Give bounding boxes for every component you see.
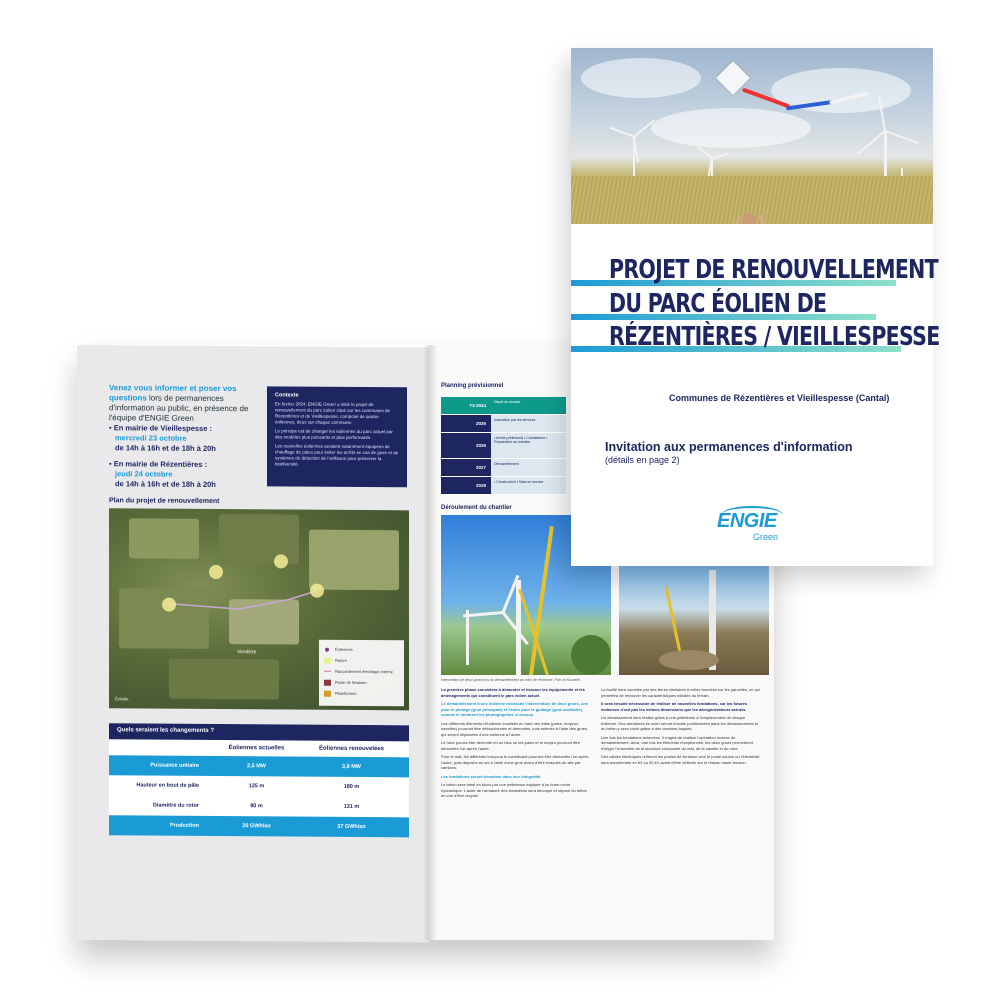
meeting-1: • En mairie de Vieillespesse : mercredi 23 octobre de 14h à 16h et de 18h à 20h <box>109 423 269 454</box>
logo-arc-icon <box>721 506 783 524</box>
meeting-2: • En mairie de Rézentières : jeudi 24 octobre de 14h à 16h et de 18h à 20h <box>109 459 269 490</box>
communes-subtitle: Communes de Rézentières et Vieillespesse (Cantal) <box>669 393 890 403</box>
child-figure <box>743 213 756 224</box>
table-row: Production 20 GWh/an 37 GWh/an <box>109 815 409 837</box>
planning-row: T4 2024 Dépôt du dossier <box>441 397 566 415</box>
table-row: Diamètre du rotor 90 m 131 m <box>152 802 360 810</box>
planning-row: 2027 Démantèlement <box>441 459 566 477</box>
details-note: (détails en page 2) <box>605 455 680 465</box>
table-row: Puissance unitaire 2,5 MW 3,9 MW <box>109 755 409 777</box>
planning-title: Planning prévisionnel <box>441 383 504 389</box>
logo-brand: ENGIE <box>717 510 777 532</box>
map-title: Plan du projet de renouvellement <box>109 497 220 505</box>
column-header: Éoliennes renouvelées <box>318 745 385 753</box>
chantier-title: Déroulement du chantier <box>441 505 512 511</box>
legend-item: Poste de livraison <box>335 679 367 686</box>
turbine-marker <box>162 598 176 612</box>
invitation-heading: Invitation aux permanences d'information <box>605 440 853 454</box>
text-column-1: La première phase consistera à démonter et évacuer les équipements et les aménagements qui constituent le parc éolien actuel. Le démantèlement d'une éolienne nécessite l'intervention de deux grues, une pour le portage (grue principale) et l'autre pour le guidage (grue auxiliaire), comme le montrent les photographies ci-dessus. Les différents éléments d'éolienne localisés en haut des mâts (pales, moyeux, nacelles) pourront être débouclonnés et démontés, puis enlevés à l'aide des grues, qui seront déplacées d'une éolienne à l'autre. Le rotor pourra être démonté en un bloc ou les pales et le moyeu pourront être démontés l'un après l'autre. Pour le mât, les différents tronçons le constituant pourront être démontés l'un après l'autre, puis déposés au sol à l'aide d'une grue avant d'être évacués du site par camions. Les fondations seront démolies dans leur intégralité. Le béton sera brisé en blocs par une pelleteuse équipée d'un brise-roche hydraulique. L'acier de l'armature des fondations sera découpé et séparé du béton en vue d'être recyclé. <box>441 687 589 798</box>
photo-caption: Intervention de deux grues lors du démantèlement du rotor de l'éolienne. Parc la Nouvelle. <box>441 678 581 682</box>
legend-item: Plateformes <box>335 690 357 696</box>
left-page <box>77 345 429 942</box>
context-paragraph: En février 2024, ENGIE Green a initié le projet de renouvellement du parc éolien situé sur les communes de Rézentières et de Vieillespesse, composé de quatre éoliennes, deux sur chaque commune. <box>275 401 391 425</box>
cover-photo <box>571 48 933 224</box>
installation-photo <box>619 565 769 675</box>
planning-timeline <box>441 397 566 495</box>
intro-rest: lors de permanences d'information au public, en présence de l'équipe d'ENGIE Green <box>109 393 249 423</box>
context-title: Contexte <box>275 392 299 399</box>
text-column-2: La fouille sera comblée par des terres similaires à celles trouvées sur les parcelles, ce qui permettra de retrouver les caractéristiques initiales du terrain. Il sera ensuite nécessaire de réaliser de nouvelles fondations, car les futures éoliennes n'ont pas les mêmes dimensions que les aérogénérateurs actuels. Un décaissement sera réalisé grâce à une pelleteuse à l'emplacement de chaque éolienne. Des armatures en acier seront ensuite positionnées dans les décaissements et du béton y sera coulé grâce à des camions-toupies. Une fois les fondations achevées, il s'agira de réaliser l'opération inverse du démantèlement. Ainsi, une fois les éléments réceptionnés, les deux grues permettront d'ériger l'ensemble de la structure composée du mât, de la nacelle et du rotor. Des câbles électriques relieront les postes de livraison vers le poste source où l'électricité sera transformée en 63 ou 90 kV avant d'être délivrée sur le réseau haute tension. <box>601 687 760 765</box>
cover-title-line: PROJET DE RENOUVELLEMENT <box>609 254 938 284</box>
village-label: Vendèze <box>237 649 257 656</box>
legend-item: Rotors <box>335 657 347 663</box>
logo-sub: Green <box>753 532 779 542</box>
table-title: Quels seraient les changements ? <box>109 723 409 741</box>
brochure-cover <box>571 48 940 566</box>
intro-highlight: Venez vous informer et poser vos questions <box>109 383 237 403</box>
context-box <box>267 386 407 487</box>
map-scale: Échelle : <box>115 696 131 702</box>
table-row: Hauteur en bout de pâle 125 m 180 m <box>136 782 360 790</box>
legend-item: Éoliennes <box>335 646 353 652</box>
turbine-marker <box>274 554 288 568</box>
cover-title-line: RÉZENTIÈRES / VIEILLESPESSE <box>609 321 940 351</box>
planning-row: 2028 • Construction • Mise en service <box>441 477 566 495</box>
legend-item: Raccordement électrique interne <box>335 668 393 675</box>
engie-green-logo <box>717 510 779 542</box>
changes-table <box>109 723 409 833</box>
intro-text <box>109 383 259 424</box>
meeting-place: En mairie de Rézentières : <box>113 459 208 469</box>
context-paragraph: Les nouvelles éoliennes seraient notamment équipées de chauffage de pales pour éviter les arrêts en cas de givre et de systèmes de détection de l'avifaune pour préserver la biodiversité. <box>275 443 399 467</box>
meeting-place: En mairie de Vieillespesse : <box>113 423 212 433</box>
meeting-hours: de 14h à 16h et de 18h à 20h <box>115 479 216 489</box>
meeting-date: jeudi 24 octobre <box>115 469 173 479</box>
map-legend <box>319 640 404 707</box>
page-fold <box>423 345 437 940</box>
meeting-hours: de 14h à 16h et de 18h à 20h <box>115 443 216 453</box>
column-header: Éoliennes actuelles <box>228 745 285 752</box>
turbine-marker <box>209 565 223 579</box>
meeting-date: mercredi 23 octobre <box>115 433 187 443</box>
context-paragraph: Le principe est de changer les éoliennes du parc actuel par des modèles plus puissants et plus performants. <box>275 428 393 441</box>
cover-title-line: DU PARC ÉOLIEN DE <box>609 288 827 318</box>
project-map <box>109 508 409 710</box>
planning-row: 2025 Instruction par les services <box>441 415 566 433</box>
turbine-marker <box>310 584 324 598</box>
planning-row: 2026 • Arrêté préfectoral • Candidature • Préparation du chantier <box>441 433 566 459</box>
